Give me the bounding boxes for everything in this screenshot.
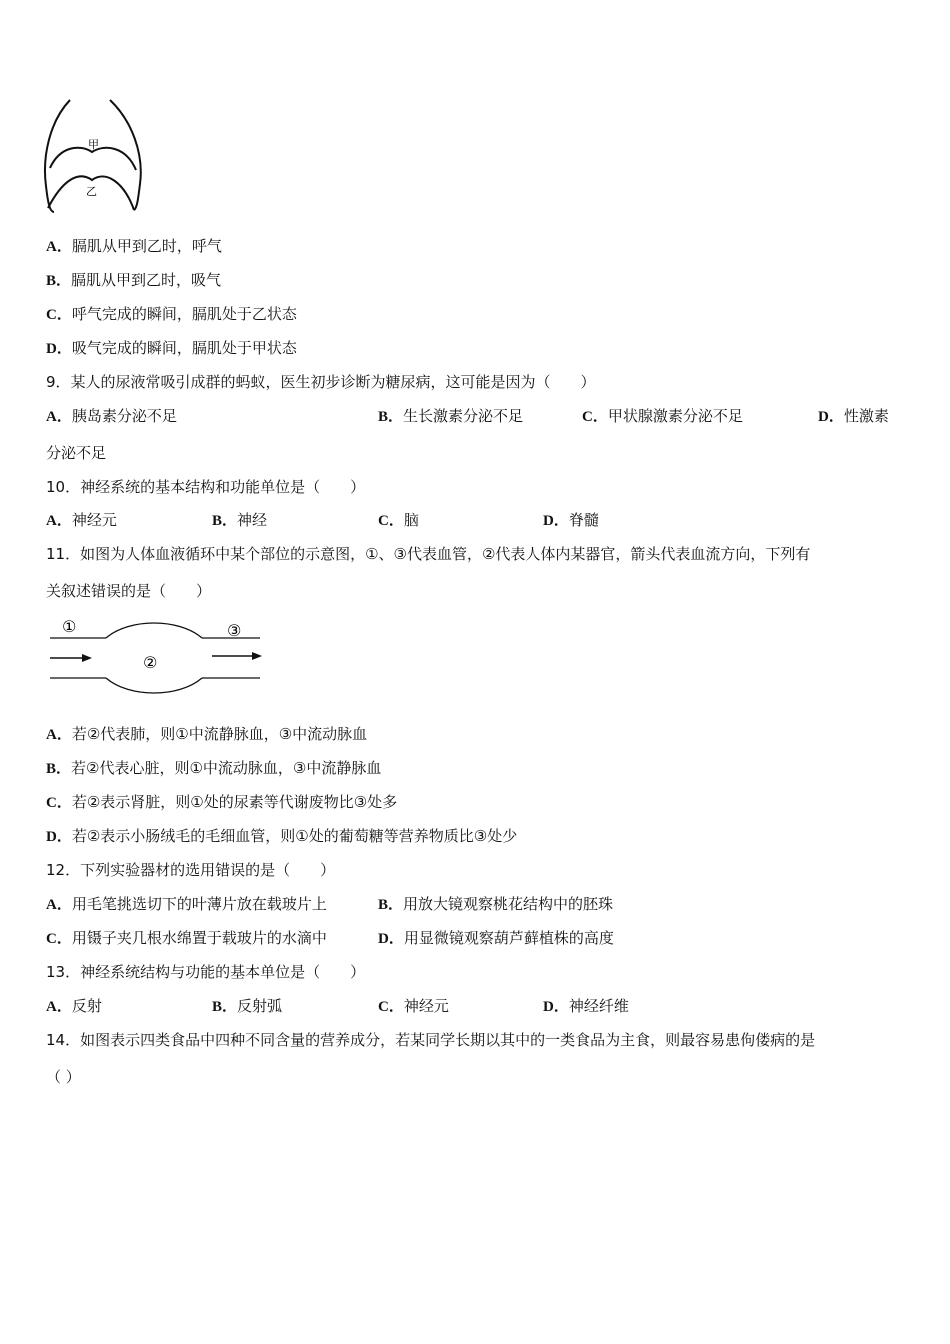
- q11-option-d: D．若②表示小肠绒毛的毛细血管，则①处的葡萄糖等营养物质比③处少: [46, 827, 518, 845]
- q12-option-b: B．用放大镜观察桃花结构中的胚珠: [378, 895, 614, 913]
- q14-stem-line2: （ ）: [46, 1068, 81, 1086]
- q11-option-b: B．若②代表心脏，则①中流动脉血，③中流静脉血: [46, 759, 382, 777]
- label-jia: 甲: [88, 138, 99, 151]
- label-vessel-3: ③: [227, 621, 242, 640]
- label-yi: 乙: [86, 185, 97, 198]
- q12-option-a: A．用毛笔挑选切下的叶薄片放在载玻片上: [46, 895, 327, 913]
- q9-option-c: C．甲状腺激素分泌不足: [582, 407, 743, 425]
- q8-option-c: C．呼气完成的瞬间，膈肌处于乙状态: [46, 305, 297, 323]
- q13-option-c: C．神经元: [378, 997, 449, 1015]
- label-vessel-1: ①: [62, 617, 77, 636]
- q11-stem-line1: 11．如图为人体血液循环中某个部位的示意图，①、③代表血管，②代表人体内某器官，箭头代表血流方向，下列有: [46, 545, 811, 563]
- q14-stem-line1: 14．如图表示四类食品中四种不同含量的营养成分，若某同学长期以其中的一类食品为主食，则最容易患佝偻病的是: [46, 1031, 816, 1049]
- q10-option-b: B．神经: [212, 511, 268, 529]
- q9-option-d-wrap: 分泌不足: [46, 444, 107, 462]
- q11-option-c: C．若②表示肾脏，则①处的尿素等代谢废物比③处多: [46, 793, 398, 811]
- q8-option-d: D．吸气完成的瞬间，膈肌处于甲状态: [46, 339, 297, 357]
- q11-stem-line2: 关叙述错误的是（ ）: [46, 582, 212, 600]
- q11-option-a: A．若②代表肺，则①中流静脉血，③中流动脉血: [46, 725, 368, 743]
- q10-stem: 10．神经系统的基本结构和功能单位是（ ）: [46, 478, 366, 496]
- q10-option-c: C．脑: [378, 511, 419, 529]
- q12-option-d: D．用显微镜观察葫芦藓植株的高度: [378, 929, 614, 947]
- q10-option-d: D．脊髓: [543, 511, 599, 529]
- q10-option-a: A．神经元: [46, 511, 117, 529]
- q12-stem: 12．下列实验器材的选用错误的是（ ）: [46, 861, 336, 879]
- q13-stem: 13．神经系统结构与功能的基本单位是（ ）: [46, 963, 366, 981]
- blood-vessel-figure: [44, 614, 268, 694]
- diaphragm-upper-curve: [50, 148, 136, 170]
- q13-option-d: D．神经纤维: [543, 997, 629, 1015]
- q9-option-d: D．性激素: [818, 407, 889, 425]
- q13-option-a: A．反射: [46, 997, 102, 1015]
- q9-option-a: A．胰岛素分泌不足: [46, 407, 177, 425]
- q8-option-a: A．膈肌从甲到乙时，呼气: [46, 237, 222, 255]
- q8-option-b: B．膈肌从甲到乙时，吸气: [46, 271, 222, 289]
- label-organ-2: ②: [143, 653, 158, 672]
- q13-option-b: B．反射弧: [212, 997, 283, 1015]
- q12-option-c: C．用镊子夹几根水绵置于载玻片的水滴中: [46, 929, 327, 947]
- q9-stem: 9．某人的尿液常吸引成群的蚂蚁，医生初步诊断为糖尿病，这可能是因为（ ）: [46, 373, 596, 391]
- diaphragm-figure: [40, 96, 152, 218]
- q9-option-b: B．生长激素分泌不足: [378, 407, 524, 425]
